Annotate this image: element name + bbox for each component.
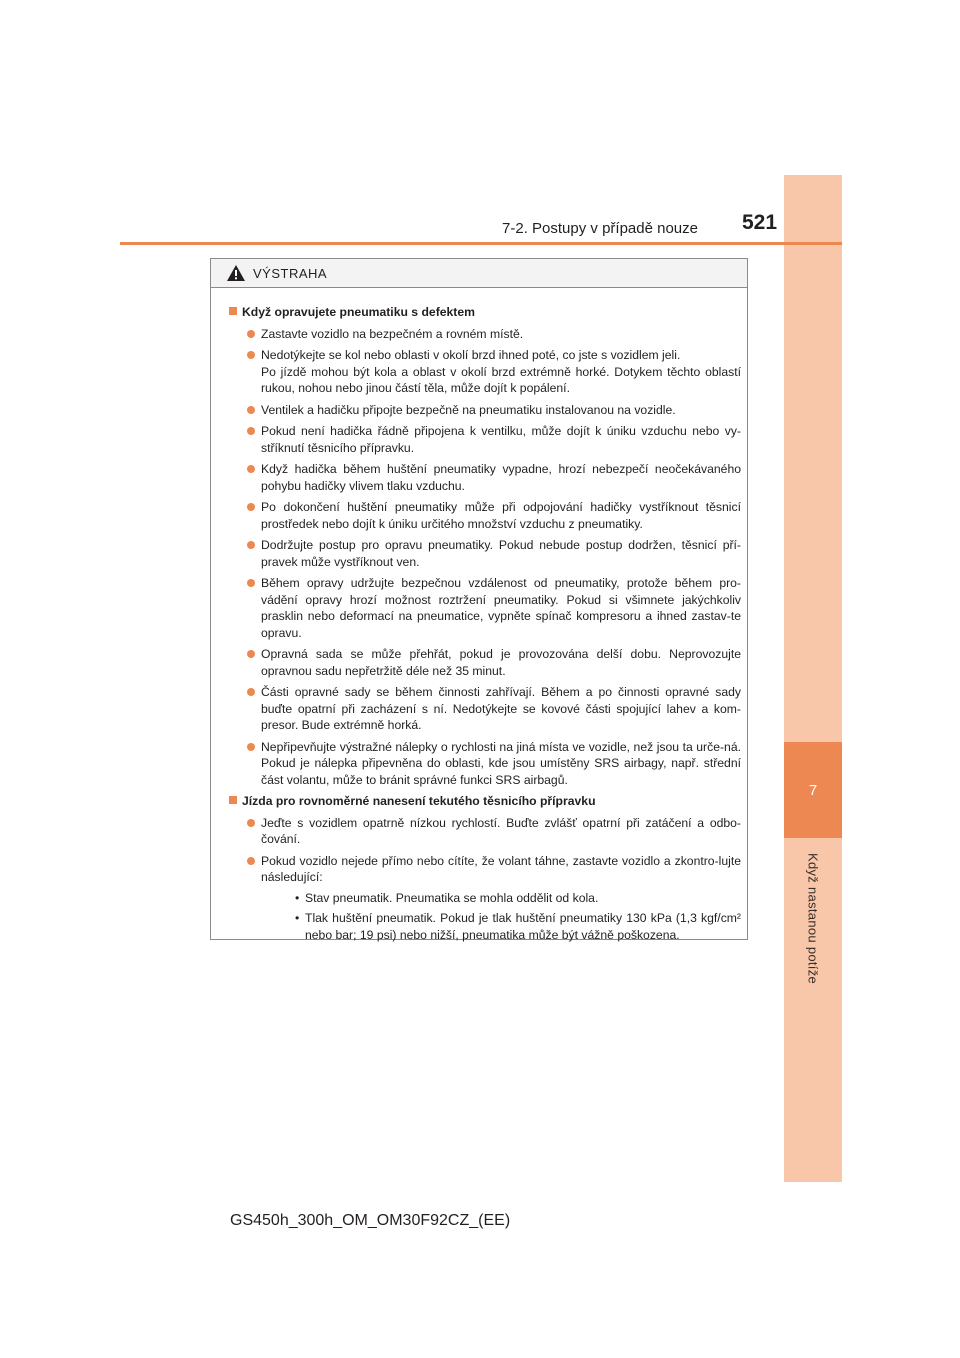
circle-bullet-icon bbox=[247, 465, 255, 473]
warning-item-text: Po dokončení huštění pneumatiky může při odpojování hadičky vystříknout těsnicí prostředek nebo dojít k úniku určitého množství vzduchu z pneumatiky. bbox=[261, 500, 741, 531]
warning-item bbox=[229, 499, 741, 532]
circle-bullet-icon bbox=[247, 503, 255, 511]
warning-item-text: Jeďte s vozidlem opatrně nízkou rychlostí. Buďte zvlášť opatrní při zatáčení a odbo-čování. bbox=[261, 815, 741, 846]
chapter-side-tab bbox=[784, 175, 842, 1182]
warning-item-text: Nepřipevňujte výstražné nálepky o rychlosti na jiná místa ve vozidle, než jsou ta urče-ná. Pokud je nálepka připevněna do oblasti, kde jsou umístěny SRS airbagy, např. střední část volantu, může to bránit správné funkci SRS airbagů. bbox=[261, 739, 741, 787]
circle-bullet-icon bbox=[247, 819, 255, 827]
warning-header bbox=[211, 259, 747, 288]
warning-subitem bbox=[261, 910, 741, 943]
warning-item-text: Nedotýkejte se kol nebo oblasti v okolí brzd ihned poté, co jste s vozidlem jeli. bbox=[261, 348, 681, 362]
warning-item-text: Pokud není hadička řádně připojena k ventilku, může dojít k úniku vzduchu nebo vy-stříknutí těsnicího přípravku. bbox=[261, 424, 741, 455]
circle-bullet-icon bbox=[247, 427, 255, 435]
circle-bullet-icon bbox=[247, 743, 255, 751]
warning-triangle-icon bbox=[227, 265, 245, 281]
circle-bullet-icon bbox=[247, 351, 255, 359]
warning-subitem-text: Tlak huštění pneumatik. Pokud je tlak huštění pneumatiky 130 kPa (1,3 kgf/cm² nebo bar; 19 psi) nebo nižší, pneumatika může být vážně poškozena. bbox=[305, 911, 741, 942]
warning-item-text: Zastavte vozidlo na bezpečném a rovném místě. bbox=[261, 326, 524, 341]
section-title-text: Jízda pro rovnoměrné nanesení tekutého těsnicího přípravku bbox=[242, 794, 596, 808]
warning-item-text: Po jízdě mohou být kola a oblast v okolí brzd extrémně horké. Dotykem těchto oblastí rukou, nohou nebo jinou částí těla, může dojít k popálení. bbox=[261, 364, 741, 395]
warning-item bbox=[229, 423, 741, 456]
warning-item-text: Ventilek a hadičku připojte bezpečně na pneumatiku instalovanou na vozidle. bbox=[261, 402, 676, 417]
warning-item bbox=[229, 537, 741, 570]
warning-item bbox=[229, 326, 741, 343]
warning-item-text: Pokud vozidlo nejede přímo nebo cítíte, že volant táhne, zastavte vozidlo a zkontro-lujte následující: bbox=[261, 853, 741, 884]
warning-item bbox=[229, 575, 741, 641]
warning-item-text: Opravná sada se může přehřát, pokud je provozována delší dobu. Neprovozujte opravnou sadu nepřetržitě déle než 35 minut. bbox=[261, 647, 741, 678]
chapter-number-box bbox=[784, 742, 842, 838]
warning-subitem bbox=[261, 890, 741, 907]
warning-body bbox=[211, 288, 747, 943]
square-bullet-icon bbox=[229, 796, 237, 804]
square-bullet-icon bbox=[229, 307, 237, 315]
warning-title: VÝSTRAHA bbox=[253, 265, 328, 281]
warning-subitem-text: Stav pneumatik. Pneumatika se mohla oddělit od kola. bbox=[305, 890, 599, 905]
warning-item bbox=[229, 684, 741, 734]
chapter-number: 7 bbox=[808, 781, 818, 799]
warning-item bbox=[229, 815, 741, 848]
dot-bullet-icon: • bbox=[295, 890, 300, 905]
section-title: 7-2. Postupy v případě nouze bbox=[502, 220, 698, 237]
warning-item bbox=[229, 739, 741, 789]
warning-item bbox=[229, 461, 741, 494]
header-rule bbox=[120, 242, 842, 245]
dot-bullet-icon: • bbox=[295, 911, 300, 925]
circle-bullet-icon bbox=[247, 541, 255, 549]
warning-item bbox=[229, 347, 741, 397]
circle-bullet-icon bbox=[247, 650, 255, 658]
chapter-title-box bbox=[784, 853, 842, 1093]
circle-bullet-icon bbox=[247, 579, 255, 587]
chapter-title: Když nastanou potíže bbox=[805, 853, 821, 985]
warning-item bbox=[229, 402, 741, 419]
circle-bullet-icon bbox=[247, 688, 255, 696]
section-title-text: Když opravujete pneumatiku s defektem bbox=[242, 305, 475, 319]
warning-box bbox=[210, 258, 748, 940]
circle-bullet-icon bbox=[247, 857, 255, 865]
warning-item bbox=[229, 646, 741, 679]
circle-bullet-icon bbox=[247, 330, 255, 338]
warning-item-text: Během opravy udržujte bezpečnou vzdálenost od pneumatiky, protože během pro-vádění opravy hrozí možnost roztržení pneumatiky. Pokud si všimnete jakýchkoliv prasklin nebo deformací na pneumatice, vypněte spínač kompresoru a ihned zastav-te opravu. bbox=[261, 576, 741, 640]
warning-section-title bbox=[229, 304, 741, 321]
page-number: 521 bbox=[742, 211, 778, 234]
warning-item bbox=[229, 853, 741, 944]
warning-item-text: Když hadička během huštění pneumatiky vypadne, hrozí nebezpečí neočekávaného pohybu hadičky vlivem tlaku vzduchu. bbox=[261, 462, 741, 493]
document-code: GS450h_300h_OM_OM30F92CZ_(EE) bbox=[230, 1212, 511, 1229]
warning-item-text: Části opravné sady se během činnosti zahřívají. Během a po činnosti opravné sady buďte opatrní při zacházení s ní. Nedotýkejte se kovové části spojující lahev a kom-presor. Bude extrémně horká. bbox=[261, 685, 741, 732]
circle-bullet-icon bbox=[247, 406, 255, 414]
warning-item-text: Dodržujte postup pro opravu pneumatiky. Pokud nebude postup dodržen, těsnicí pří-pravek může vystříknout ven. bbox=[261, 538, 741, 569]
warning-section-title bbox=[229, 793, 741, 810]
